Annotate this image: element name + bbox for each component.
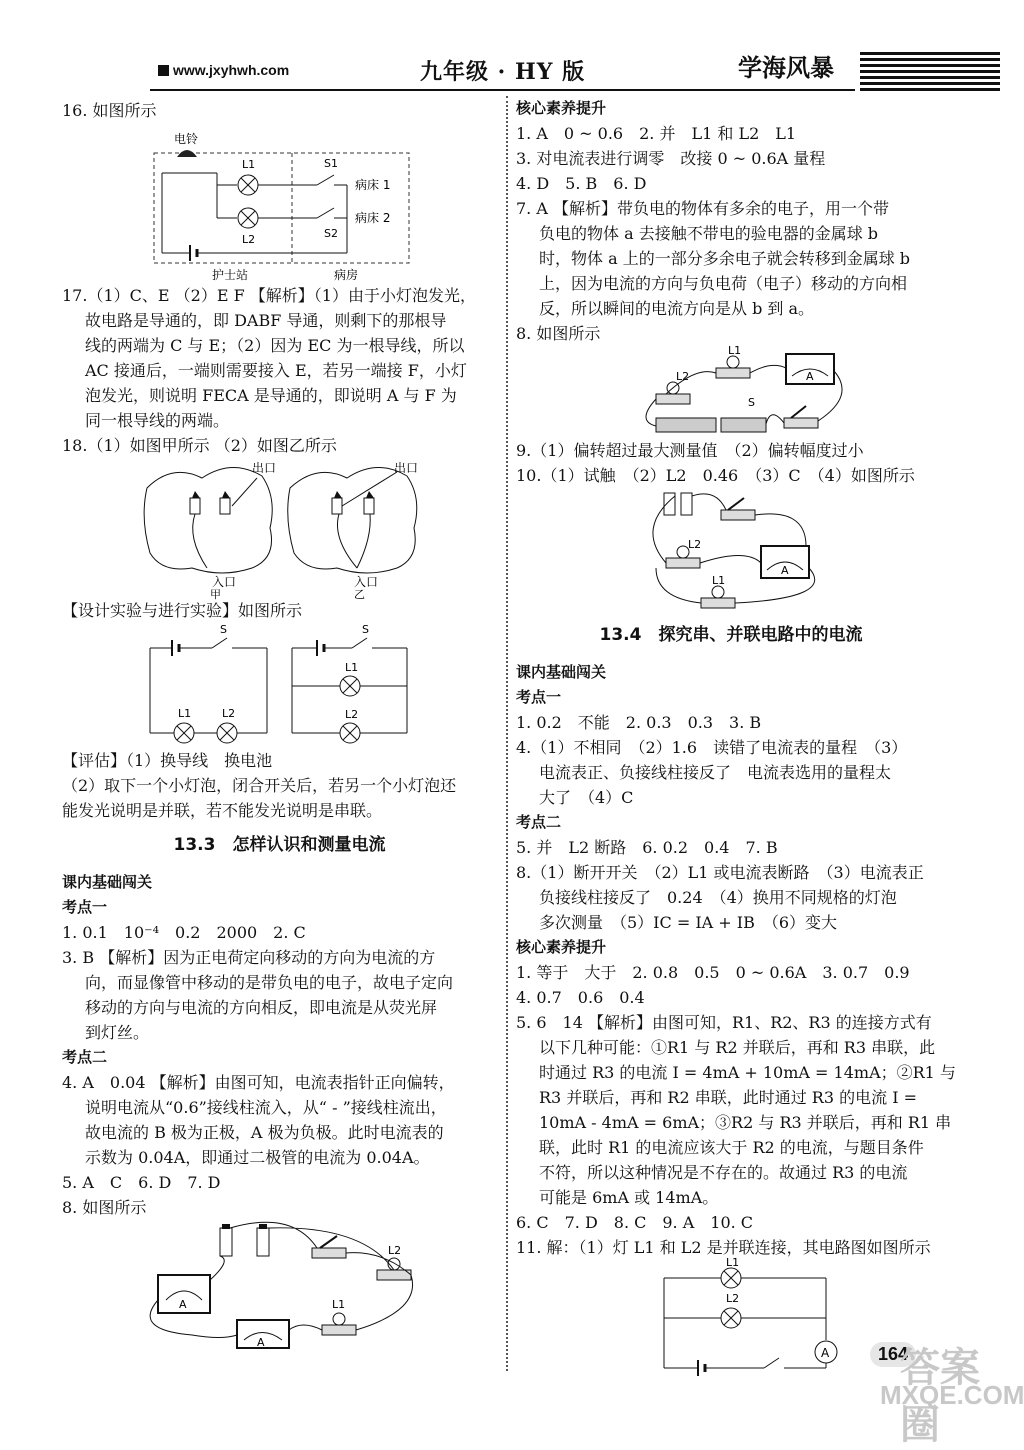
label-jia: 甲	[210, 588, 221, 601]
label-ward: 病房	[334, 268, 359, 282]
label-l2: L2	[242, 233, 256, 246]
r-kp1-label: 考点一	[516, 688, 562, 706]
section-13-4-title: 13.4 探究串、并联电路中的电流	[599, 625, 863, 645]
q4-line2: 说明电流从“0.6”接线柱流入，从“ - ”接线柱流出，	[85, 1098, 447, 1117]
q17-line4: AC 接通后，一端则需要接入 E，若另一端接 F，小灯	[85, 361, 467, 380]
label-a-2: A	[257, 1336, 265, 1349]
q16: 16. 如图所示	[62, 101, 157, 120]
r-q7-line1: 7. A 【解析】带负电的物体有多余的电子，用一个带	[516, 199, 889, 218]
label-l2-a: L2	[222, 707, 236, 720]
label-bell: 电铃	[174, 132, 199, 146]
r-q8b-line2: 负接线柱接反了 0.24 （4）换用不同规格的灯泡	[539, 888, 897, 907]
watermark-url: MXQE.COM	[880, 1380, 1024, 1410]
figure-series-parallel	[62, 623, 497, 748]
r-answers-4-6: 4. D 5. B 6. D	[516, 174, 647, 193]
q8: 8. 如图所示	[62, 1198, 147, 1217]
r-answers-1-3: 1. 0.2 不能 2. 0.3 0.3 3. B	[516, 713, 762, 732]
header-stripes	[860, 52, 1000, 92]
r-answers-1-2: 1. A 0 ~ 0.6 2. 并 L1 和 L2 L1	[516, 124, 797, 143]
r-q11: 11. 解：（1）灯 L1 和 L2 是并联连接，其电路图如图所示	[516, 1238, 931, 1257]
r-q5-line8: 可能是 6mA 或 14mA。	[539, 1188, 719, 1207]
label-exit-2: 出口	[394, 461, 419, 475]
page-number: 164	[870, 1342, 916, 1367]
r-kp2-label: 考点二	[516, 813, 562, 831]
label-bed2: 病床 2	[355, 211, 391, 225]
label-s1: S1	[324, 157, 338, 170]
header-rule	[150, 89, 855, 91]
q4-line1: 4. A 0.04 【解析】由图可知，电流表指针正向偏转，	[62, 1073, 455, 1092]
right-column	[516, 96, 956, 1380]
figure-ammeter-circuit-left	[62, 1220, 497, 1350]
q3-line1: 3. B 【解析】因为正电荷定向移动的方向为电流的方	[62, 948, 436, 967]
label-a-q11: A	[821, 1346, 830, 1360]
eval-line3: 能发光说明是并联，若不能发光说明是串联。	[62, 801, 383, 820]
eval-line2: （2）取下一个小灯泡，闭合开关后，若另一个小灯泡还	[62, 776, 457, 795]
page-header-title: 九年级 · HY 版	[420, 59, 586, 85]
r-core-answer-4: 4. 0.7 0.6 0.4	[516, 988, 645, 1007]
q3-line3: 移动的方向与电流的方向相反，即电流是从荧光屏	[85, 998, 438, 1017]
label-nurse-station: 护士站	[212, 268, 249, 282]
basic-label: 课内基础闯关	[62, 873, 153, 891]
label-l2-b: L2	[345, 708, 359, 721]
label-bed1: 病床 1	[355, 178, 391, 192]
label-exit-1: 出口	[252, 461, 277, 475]
r-basic-label: 课内基础闯关	[516, 663, 607, 681]
q4-line3: 故电流的 B 极为正极，A 极为负极。此时电流表的	[85, 1123, 444, 1142]
figure-ammeter-circuit-q10	[516, 488, 946, 613]
q17-line1: 17.（1）C、E （2）E F 【解析】（1）由于小灯泡发光，	[62, 286, 476, 305]
r-answers-5-7: 5. 并 L2 断路 6. 0.2 0.4 7. B	[516, 838, 778, 857]
q4-line4: 示数为 0.04A，即通过二极管的电流为 0.04A。	[85, 1148, 430, 1167]
left-column	[62, 98, 497, 1350]
label-l1-a: L1	[178, 707, 192, 720]
label-entry-1: 入口	[212, 575, 237, 589]
r-q4-line1: 4.（1）不相同 （2）1.6 读错了电流表的量程 （3）	[516, 738, 908, 757]
r-q7-line2: 负电的物体 a 去接触不带电的验电器的金属球 b	[539, 224, 879, 243]
r-q5-line6: 联，此时 R1 的电流应该大于 R2 的电流，与题目条件	[539, 1138, 924, 1157]
label-s-a: S	[220, 623, 227, 636]
label-l2-q10: L2	[688, 538, 702, 551]
kp1-label: 考点一	[62, 898, 108, 916]
r-q8b-line3: 多次测量 （5）IC = IA + IB （6）变大	[539, 913, 838, 932]
core-label: 核心素养提升	[516, 99, 607, 117]
figure-bell-circuit	[62, 123, 497, 283]
label-yi: 乙	[354, 588, 365, 601]
label-l2-q11: L2	[726, 1292, 740, 1305]
column-divider	[506, 96, 508, 1371]
r-q4-line3: 大了 （4）C	[539, 788, 634, 807]
r-q7-line4: 上，因为电流的方向与负电荷（电子）移动的方向相	[539, 274, 908, 293]
r-q4-line2: 电流表正、负接线柱接反了 电流表选用的量程太	[539, 763, 892, 782]
figure-ammeter-circuit-right	[516, 346, 946, 438]
label-l1: L1	[242, 158, 256, 171]
design-experiment: 【设计实验与进行实验】如图所示	[62, 601, 303, 620]
r-answer-3: 3. 对电流表进行调零 改接 0 ~ 0.6A 量程	[516, 149, 826, 168]
r-q9: 9.（1）偏转超过最大测量值 （2）偏转幅度过小	[516, 441, 864, 460]
q17-line5: 泡发光，则说明 FECA 是导通的，即说明 A 与 F 为	[85, 386, 457, 405]
label-l1-b: L1	[345, 661, 359, 674]
figure-maze	[62, 458, 497, 601]
r-q5-line7: 不符，所以这种情况是不存在的。故通过 R3 的电流	[539, 1163, 908, 1182]
r-q10: 10.（1）试触 （2）L2 0.46 （3）C （4）如图所示	[516, 466, 915, 485]
eval-line1: 【评估】（1）换导线 换电池	[62, 751, 273, 770]
r-q5-line3: 时通过 R3 的电流 I = 4mA + 10mA = 14mA；②R1 与	[539, 1063, 956, 1082]
r-q5-line2: 以下几种可能：①R1 与 R2 并联后，再和 R3 串联，此	[539, 1038, 936, 1057]
label-l2-left8: L2	[388, 1244, 402, 1257]
label-a-right8: A	[806, 370, 814, 383]
watermark: 答案圈	[900, 1346, 980, 1447]
q17-line2: 故电路是导通的，即 DABF 导通，则剩下的那根导	[85, 311, 447, 330]
label-l1-q11: L1	[726, 1256, 740, 1269]
answers-5-7: 5. A C 6. D 7. D	[62, 1173, 221, 1192]
label-entry-2: 入口	[354, 575, 379, 589]
section-13-3-title: 13.3 怎样认识和测量电流	[173, 835, 386, 855]
q17-line3: 线的两端为 C 与 E；（2）因为 EC 为一根导线，所以	[85, 336, 465, 355]
brand-logo: 学海风暴	[738, 54, 834, 82]
q17-line6: 同一根导线的两端。	[85, 411, 230, 430]
r-q5-line1: 5. 6 14 【解析】由图可知，R1、R2、R3 的连接方式有	[516, 1013, 932, 1032]
label-a-q10: A	[781, 564, 789, 577]
q3-line4: 到灯丝。	[85, 1023, 150, 1042]
kp2-label: 考点二	[62, 1048, 108, 1066]
r-q5-line5: 10mA - 4mA = 6mA；③R2 与 R3 并联后，再和 R1 串	[539, 1113, 952, 1132]
q3-line2: 向，而显像管中移动的是带负电的电子，故电子定向	[85, 973, 454, 992]
r-q5-line4: R3 并联后，再和 R2 串联，此时通过 R3 的电流 I =	[539, 1088, 918, 1107]
label-l1-right8: L1	[728, 344, 742, 357]
label-l1-left8: L1	[332, 1298, 346, 1311]
label-s-b: S	[362, 623, 369, 636]
r-core-answers-1-3: 1. 等于 大于 2. 0.8 0.5 0 ~ 0.6A 3. 0.7 0.9	[516, 963, 910, 982]
r-q8b-line1: 8.（1）断开开关 （2）L1 或电流表断路 （3）电流表正	[516, 863, 924, 882]
q18: 18.（1）如图甲所示 （2）如图乙所示	[62, 436, 337, 455]
label-l1-q10: L1	[712, 574, 726, 587]
r-q7-line3: 时，物体 a 上的一部分多余电子就会转移到金属球 b	[539, 249, 911, 268]
r-core-answers-6-10: 6. C 7. D 8. C 9. A 10. C	[516, 1213, 754, 1232]
r-q8: 8. 如图所示	[516, 324, 601, 343]
label-l2-right8: L2	[676, 370, 690, 383]
label-a-1: A	[179, 1298, 187, 1311]
r-q7-line5: 反，所以瞬间的电流方向是从 b 到 a。	[539, 299, 815, 318]
label-s2: S2	[324, 227, 338, 240]
core2-label: 核心素养提升	[516, 938, 607, 956]
website-url: www.jxyhwh.com	[158, 62, 289, 78]
label-s-right8: S	[748, 396, 755, 409]
answers-1-2: 1. 0.1 10⁻⁴ 0.2 2000 2. C	[62, 923, 306, 942]
